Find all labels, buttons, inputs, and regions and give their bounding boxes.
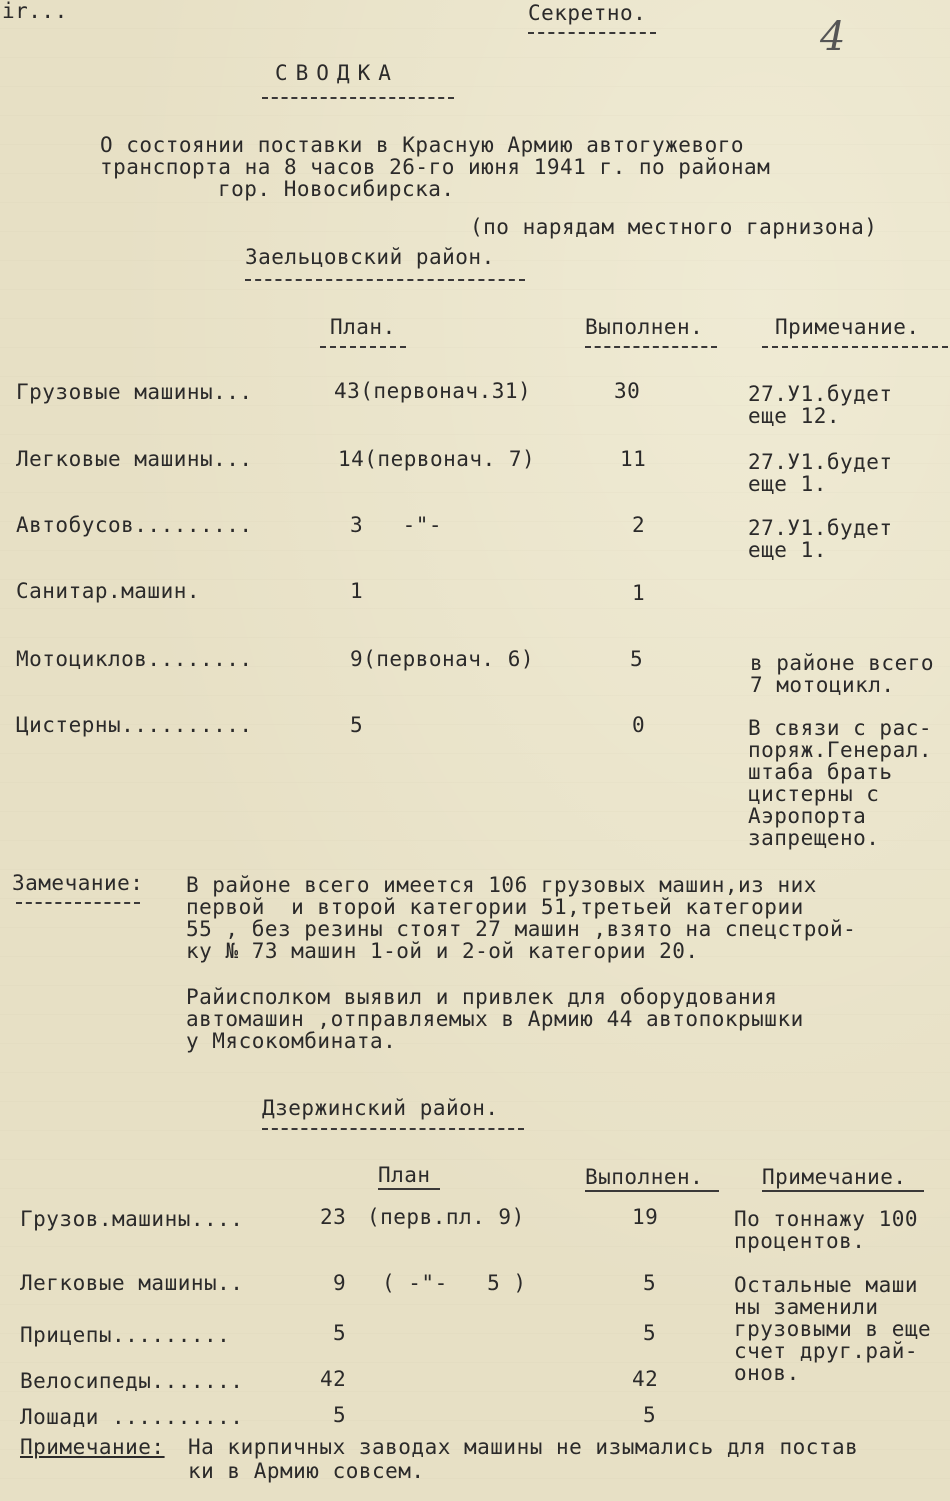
d1-header-plan-underline [320, 346, 406, 348]
d1-row-1-remark-1: 27.У1.будет [748, 382, 893, 406]
d1-row-5-done: 5 [630, 647, 644, 671]
d1-header-remark-underline [762, 346, 948, 348]
d2-remark-line-4: Остальные маши [734, 1273, 919, 1297]
d1-row-2-plan: 14(первонач. 7) [338, 447, 536, 471]
d2-remark-line-6: грузовыми в еще [734, 1317, 932, 1341]
d1-remark2-line-1: Райисполком выявил и привлек для оборудования [186, 985, 778, 1009]
d1-row-6-plan: 5 [350, 713, 364, 737]
d1-remark-label: Замечание: [12, 871, 144, 895]
d2-row-1-name: Грузов.машины.... [20, 1207, 244, 1231]
d2-row-2-plan: 9 [333, 1271, 347, 1295]
d1-row-6-done: 0 [632, 713, 646, 737]
d1-row-5-remark-1: в районе всего [750, 651, 935, 675]
d1-row-6-remark-2: поряж.Генерал. [748, 738, 933, 762]
d1-row-5-plan: 9(первонач. 6) [350, 647, 535, 671]
title-underline [262, 97, 454, 99]
secret-underline [528, 32, 656, 34]
d1-row-2-name: Легковые машины... [16, 447, 253, 471]
d1-cistern-remark-6: запрещено. [748, 826, 880, 850]
district-1-underline [245, 279, 525, 281]
d2-row-2-name: Легковые машины.. [20, 1271, 244, 1295]
d1-header-remark: Примечание. [775, 315, 920, 339]
d2-row-4-done: 42 [632, 1367, 659, 1391]
d1-row-2-remark-1: 27.У1.будет [748, 450, 893, 474]
d1-row-3-plan: 3 -"- [350, 513, 443, 537]
d1-row-2-done: 11 [620, 447, 647, 471]
d2-row-3-name: Прицепы......... [20, 1323, 231, 1347]
district-1-title: Заельцовский район. [245, 245, 495, 269]
d2-header-plan-underline [378, 1188, 440, 1190]
d1-remark-line-2: первой и второй категории 51,третьей категории [186, 895, 804, 919]
d2-header-remark: Примечание. [762, 1165, 907, 1189]
d1-remark-line-1: В районе всего имеется 106 грузовых машин,из них [186, 873, 817, 897]
document-title: СВОДКА [275, 61, 399, 85]
d1-remark-line-4: ку № 73 машин 1-ой и 2-ой категории 20. [186, 939, 699, 963]
d2-header-remark-underline [762, 1190, 924, 1192]
d1-row-1-done: 30 [614, 379, 641, 403]
d1-row-3-name: Автобусов......... [16, 513, 253, 537]
d1-header-done-underline [585, 346, 717, 348]
subtitle-note: (по нарядам местного гарнизона) [470, 215, 878, 239]
d2-header-done: Выполнен. [585, 1165, 704, 1189]
d1-cistern-remark-4: цистерны с [748, 782, 880, 806]
d1-row-3-remark-1: 27.У1.будет [748, 516, 893, 540]
d2-row-1-plan: 23 [320, 1205, 347, 1229]
d1-row-3-remark-2: еще 1. [748, 538, 827, 562]
d2-footnote-line-1: На кирпичных заводах машины не изымались для постав [188, 1435, 859, 1459]
d1-remark2-line-2: автомашин ,отправляемых в Армию 44 автопокрышки [186, 1007, 804, 1031]
d1-header-done: Выполнен. [585, 315, 704, 339]
subtitle-line-2: транспорта на 8 часов 26-го июня 1941 г. по районам [100, 155, 771, 179]
d1-row-1-name: Грузовые машины... [16, 380, 253, 404]
d2-row-1-plan-note: (перв.пл. 9) [367, 1205, 525, 1229]
handwritten-page-number: 4 [820, 14, 846, 60]
d1-row-5-name: Мотоциклов........ [16, 647, 253, 671]
d1-row-6-remark-1: В связи с рас- [748, 716, 933, 740]
d2-row-2-plan-note: ( -"- 5 ) [382, 1271, 527, 1295]
secret-label: Секретно. [528, 1, 647, 25]
d2-row-4-name: Велосипеды....... [20, 1369, 244, 1393]
d1-row-5-remark-2: 7 мотоцикл. [750, 673, 895, 697]
d2-row-5-done: 5 [643, 1403, 657, 1427]
d2-row-1-done: 19 [632, 1205, 659, 1229]
corner-mark: ir... [2, 0, 68, 23]
d1-row-3-done: 2 [632, 513, 646, 537]
d1-remark-label-underline [16, 902, 140, 904]
d1-row-1-remark-2: еще 12. [748, 404, 841, 428]
d2-header-done-underline [585, 1190, 719, 1192]
district-2-underline [262, 1128, 524, 1130]
d1-remark-line-3: 55 , без резины стоят 27 машин ,взято на спецстрой- [186, 917, 857, 941]
d1-row-4-name: Санитар.машин. [16, 579, 201, 603]
d2-row-3-plan: 5 [333, 1321, 347, 1345]
d2-row-5-name: Лошади .......... [20, 1405, 244, 1429]
d2-row-5-plan: 5 [333, 1403, 347, 1427]
d1-row-4-plan: 1 [350, 579, 364, 603]
d2-remark-line-2: процентов. [734, 1229, 866, 1253]
d2-remark-line-8: онов. [734, 1361, 800, 1385]
d2-remark-line-7: счет друг.рай- [734, 1339, 919, 1363]
d1-row-1-plan: 43(первонач.31) [334, 379, 532, 403]
d2-remark-line-5: ны заменили [734, 1295, 879, 1319]
d1-cistern-remark-5: Аэропорта [748, 804, 867, 828]
d2-row-4-plan: 42 [320, 1367, 347, 1391]
d1-remark2-line-3: у Мясокомбината. [186, 1029, 397, 1053]
d1-row-6-name: Цистерны.......... [16, 713, 253, 737]
d1-header-plan: План. [330, 315, 396, 339]
d2-footnote-line-2: ки в Армию совсем. [188, 1459, 425, 1483]
subtitle-line-3: гор. Новосибирска. [218, 177, 455, 201]
d1-row-2-remark-2: еще 1. [748, 472, 827, 496]
d2-remark-line-1: По тоннажу 100 [734, 1207, 919, 1231]
subtitle-line-1: О состоянии поставки в Красную Армию автогужевого [100, 133, 745, 157]
d2-row-3-done: 5 [643, 1321, 657, 1345]
d2-footnote-label: Примечание: [20, 1435, 165, 1459]
d1-cistern-remark-3: штаба брать [748, 760, 893, 784]
d2-header-plan: План [378, 1163, 431, 1187]
district-2-title: Дзержинский район. [262, 1096, 499, 1120]
d1-row-4-done: 1 [632, 581, 646, 605]
d2-row-2-done: 5 [643, 1271, 657, 1295]
